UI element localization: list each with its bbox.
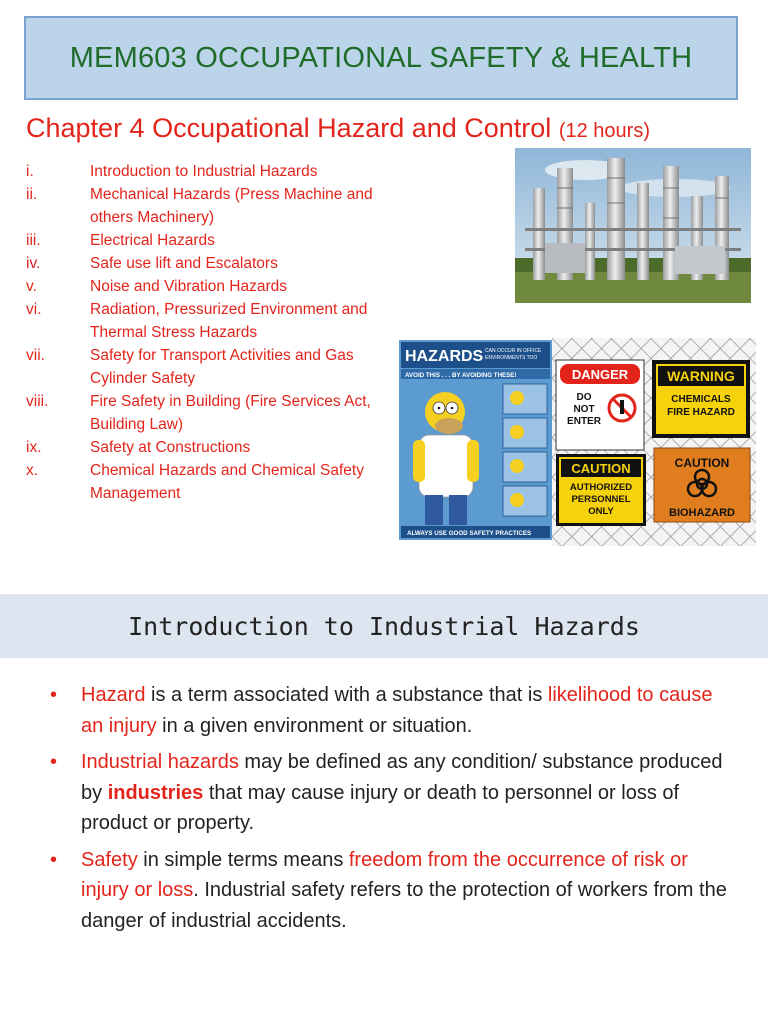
bullet-highlight: Industrial hazards: [81, 751, 239, 773]
poster-subheading-2: ENVIRONMENTS TOO: [485, 355, 538, 361]
topic-number: vi.: [26, 301, 42, 318]
bullet-dot-icon: •: [50, 848, 58, 871]
topic-number: iv.: [26, 255, 41, 272]
refinery-photo: [515, 148, 751, 303]
topic-item: [26, 459, 406, 505]
bullet-dot-icon: •: [50, 684, 58, 706]
bullet-highlight: Safety: [81, 848, 138, 871]
poster-subheading-1: CAN OCCUR IN OFFICE: [485, 348, 542, 354]
topic-item: [26, 229, 406, 252]
caution-sign-line-3: ONLY: [588, 506, 614, 517]
bullet-text: . Industrial safety refers to the protection of workers from the danger of industrial accidents.: [81, 879, 727, 932]
danger-sign-line-1: DO: [576, 392, 592, 403]
definition-bullet: [50, 747, 730, 839]
topic-text: Fire Safety in Building (Fire Services Act,: [90, 393, 371, 410]
topic-item: [26, 183, 406, 229]
bullet-text: may be defined as any condition/ substance produced by: [81, 751, 723, 804]
topic-number: iii.: [26, 232, 41, 249]
danger-sign-line-3: ENTER: [567, 416, 601, 427]
bullet-text: in a given environment or situation.: [156, 714, 473, 737]
hazards-poster: [399, 340, 552, 540]
topic-item: [26, 252, 406, 275]
topic-number: vii.: [26, 347, 45, 364]
chapter-title: [26, 113, 650, 144]
section-title: Introduction to Industrial Hazards: [128, 611, 640, 641]
warning-sign-line-1: CHEMICALS: [671, 394, 731, 405]
chapter-hours: (12 hours): [558, 120, 650, 142]
topic-text: Noise and Vibration Hazards: [90, 278, 288, 295]
caution-sign-line-2: PERSONNEL: [571, 494, 631, 505]
warning-sign-label: WARNING: [667, 368, 735, 384]
topic-item: [26, 390, 406, 436]
poster-banner: AVOID THIS . . . BY AVOIDING THESE!: [405, 372, 517, 379]
topic-text: Radiation, Pressurized Environment and: [90, 301, 368, 318]
slide-title-box: [24, 16, 738, 100]
topic-number: viii.: [26, 393, 49, 410]
warning-signs-photo: [552, 338, 756, 546]
poster-heading: HAZARDS: [405, 348, 484, 365]
bullet-text: that may cause injury or death to personnel or loss of product or property.: [81, 781, 680, 834]
bullet-highlight: freedom from the occurrence of risk or injury or loss: [81, 848, 688, 901]
definition-bullet: [50, 845, 730, 937]
topic-text: Mechanical Hazards (Press Machine and: [90, 186, 373, 203]
biohazard-sign-line: BIOHAZARD: [669, 507, 735, 519]
topic-item: [26, 275, 406, 298]
bullet-text: is a term associated with a substance that is: [145, 684, 548, 706]
topic-text: Electrical Hazards: [90, 232, 215, 249]
topic-number: v.: [26, 278, 37, 295]
topic-number: x.: [26, 462, 39, 479]
bullet-dot-icon: •: [50, 751, 58, 773]
topic-text: Introduction to Industrial Hazards: [90, 163, 318, 180]
caution-sign-label: CAUTION: [571, 461, 631, 476]
danger-sign-line-2: NOT: [573, 404, 595, 415]
topic-text: Safety at Constructions: [90, 439, 251, 456]
biohazard-sign-label: CAUTION: [674, 456, 730, 470]
poster-footer: ALWAYS USE GOOD SAFETY PRACTICES: [407, 530, 532, 537]
topic-item: [26, 436, 406, 459]
bullet-highlight: Hazard: [81, 684, 146, 706]
definition-bullet: [50, 680, 730, 741]
definition-list: [50, 680, 730, 942]
topic-list: [26, 160, 406, 505]
bullet-text: in simple terms means: [137, 848, 349, 871]
topic-text: Cylinder Safety: [90, 370, 196, 387]
danger-sign-label: DANGER: [571, 367, 629, 382]
caution-sign-line-1: AUTHORIZED: [569, 482, 633, 493]
topic-item: [26, 160, 406, 183]
topic-text: Chemical Hazards and Chemical Safety: [90, 462, 364, 479]
topic-number: ix.: [26, 439, 42, 456]
chapter-title-text: Chapter 4 Occupational Hazard and Control: [26, 113, 552, 143]
topic-item: [26, 344, 406, 390]
bullet-highlight: likelihood to cause an injury: [81, 684, 713, 737]
topic-text: Safety for Transport Activities and Gas: [90, 347, 354, 364]
topic-text: Safe use lift and Escalators: [90, 255, 278, 272]
topic-number: i.: [26, 163, 34, 180]
topic-text: others Machinery): [90, 209, 215, 226]
topic-text: Thermal Stress Hazards: [90, 324, 258, 341]
bullet-highlight: industries: [107, 781, 204, 804]
topic-text: Management: [90, 485, 181, 502]
course-title: MEM603 OCCUPATIONAL SAFETY & HEALTH: [69, 41, 693, 74]
warning-sign-line-2: FIRE HAZARD: [667, 407, 735, 418]
topic-number: ii.: [26, 186, 38, 203]
topic-text: Building Law): [90, 416, 184, 433]
topic-item: [26, 298, 406, 344]
section-title-band: [0, 594, 768, 658]
